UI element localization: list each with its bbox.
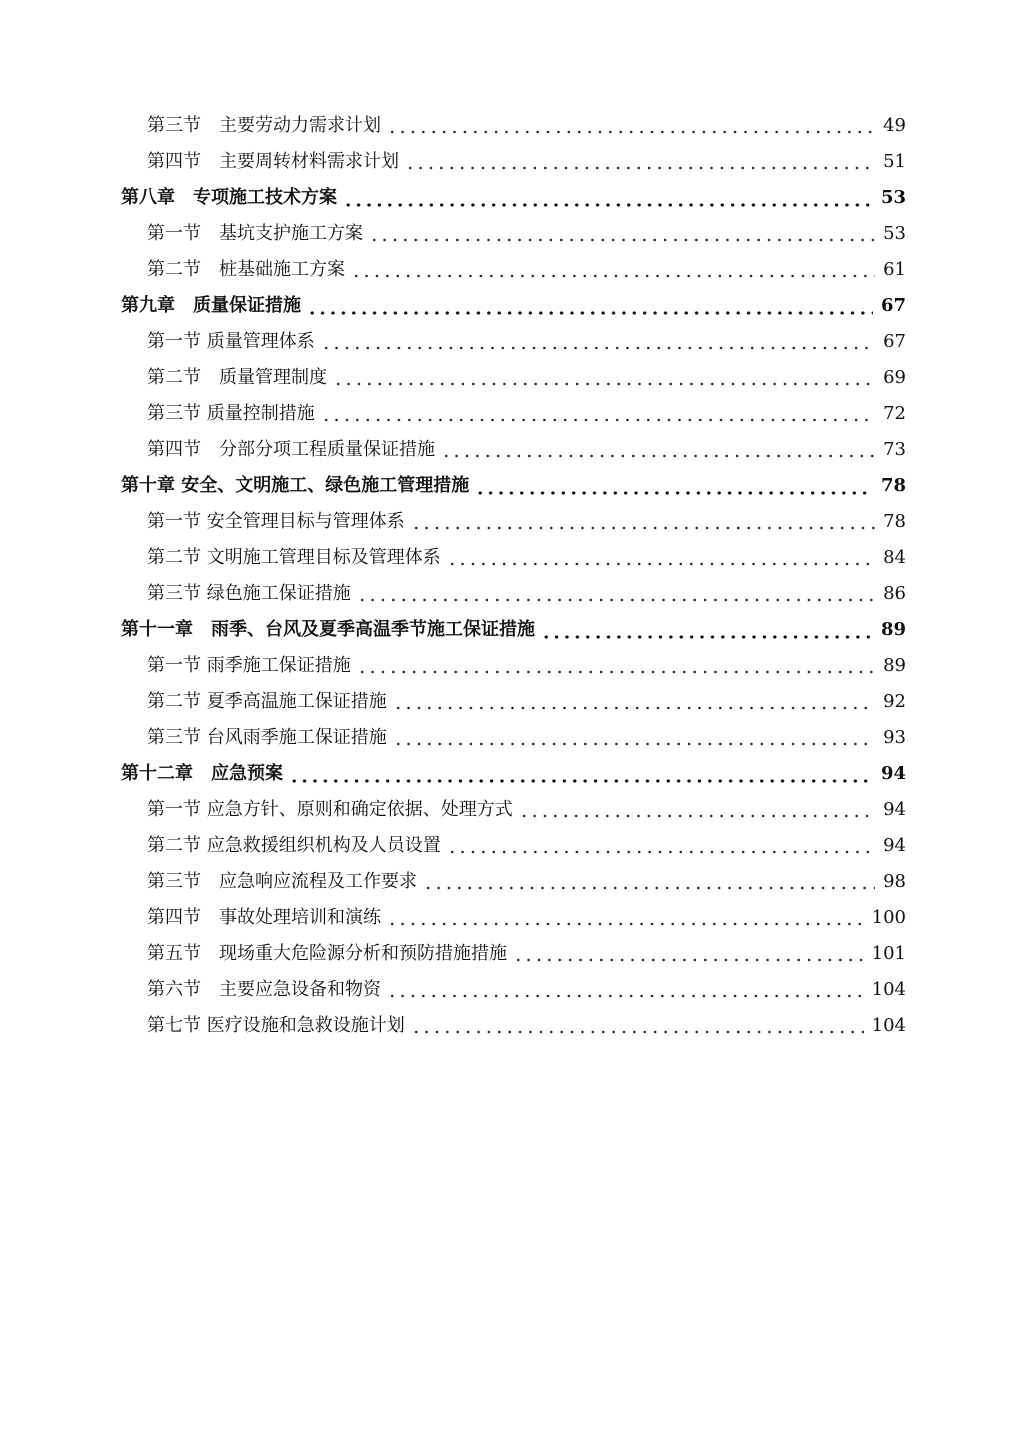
toc-entry-section[interactable] bbox=[0, 648, 1012, 684]
toc-entry-page-number: 49 bbox=[883, 115, 906, 136]
toc-entry-page-number: 89 bbox=[883, 655, 906, 676]
toc-entry-title: 第三节 质量控制措施 bbox=[147, 403, 315, 424]
toc-entry-section[interactable] bbox=[0, 144, 1012, 180]
toc-entry-section[interactable] bbox=[0, 396, 1012, 432]
toc-entry-section[interactable] bbox=[0, 504, 1012, 540]
toc-entry-page-number: 72 bbox=[883, 403, 906, 424]
toc-entry-section[interactable] bbox=[0, 540, 1012, 576]
dot-leader bbox=[369, 216, 875, 252]
toc-entry-section[interactable] bbox=[0, 684, 1012, 720]
dot-leader bbox=[333, 360, 875, 396]
dot-leader bbox=[447, 540, 875, 576]
dot-leader bbox=[393, 684, 875, 720]
dot-leader bbox=[351, 252, 875, 288]
toc-entry-page-number: 51 bbox=[883, 151, 906, 172]
toc-entry-title: 第二节 夏季高温施工保证措施 bbox=[147, 691, 387, 712]
toc-entry-section[interactable] bbox=[0, 1008, 1012, 1044]
toc-entry-title: 第四节 事故处理培训和演练 bbox=[147, 907, 381, 928]
dot-leader bbox=[321, 396, 875, 432]
toc-entry-page-number: 61 bbox=[883, 259, 906, 280]
toc-entry-chapter[interactable] bbox=[0, 180, 1012, 216]
dot-leader bbox=[513, 936, 864, 972]
toc-entry-page-number: 92 bbox=[883, 691, 906, 712]
toc-entry-page-number: 94 bbox=[883, 799, 906, 820]
toc-entry-title: 第三节 主要劳动力需求计划 bbox=[147, 115, 381, 136]
toc-entry-page-number: 93 bbox=[883, 727, 906, 748]
dot-leader bbox=[393, 720, 875, 756]
toc-entry-page-number: 67 bbox=[883, 331, 906, 352]
toc-entry-page-number: 104 bbox=[871, 1015, 906, 1036]
toc-entry-title: 第四节 分部分项工程质量保证措施 bbox=[147, 439, 435, 460]
toc-entry-title: 第一节 基坑支护施工方案 bbox=[147, 223, 363, 244]
dot-leader bbox=[357, 576, 875, 612]
dot-leader bbox=[441, 432, 875, 468]
toc-entry-section[interactable] bbox=[0, 792, 1012, 828]
toc-entry-title: 第四节 主要周转材料需求计划 bbox=[147, 151, 399, 172]
toc-entry-page-number: 104 bbox=[871, 979, 906, 1000]
toc-entry-title: 第二节 应急救援组织机构及人员设置 bbox=[147, 835, 441, 856]
toc-entry-title: 第九章 质量保证措施 bbox=[121, 295, 301, 316]
toc-entry-section[interactable] bbox=[0, 108, 1012, 144]
toc-entry-page-number: 69 bbox=[883, 367, 906, 388]
toc-entry-section[interactable] bbox=[0, 216, 1012, 252]
toc-entry-title: 第一节 应急方针、原则和确定依据、处理方式 bbox=[147, 799, 513, 820]
toc-entry-chapter[interactable] bbox=[0, 756, 1012, 792]
toc-entry-page-number: 101 bbox=[871, 943, 906, 964]
dot-leader bbox=[475, 468, 873, 504]
dot-leader bbox=[423, 864, 875, 900]
toc-entry-section[interactable] bbox=[0, 864, 1012, 900]
toc-entry-section[interactable] bbox=[0, 828, 1012, 864]
toc-entry-page-number: 78 bbox=[880, 475, 906, 496]
dot-leader bbox=[307, 288, 873, 324]
toc-entry-title: 第二节 质量管理制度 bbox=[147, 367, 327, 388]
toc-entry-section[interactable] bbox=[0, 324, 1012, 360]
table-of-contents bbox=[0, 108, 1012, 1044]
dot-leader bbox=[411, 1008, 864, 1044]
dot-leader bbox=[343, 180, 873, 216]
dot-leader bbox=[357, 648, 875, 684]
toc-entry-section[interactable] bbox=[0, 972, 1012, 1008]
toc-entry-title: 第七节 医疗设施和急救设施计划 bbox=[147, 1015, 405, 1036]
toc-entry-section[interactable] bbox=[0, 360, 1012, 396]
toc-entry-chapter[interactable] bbox=[0, 288, 1012, 324]
toc-entry-title: 第十二章 应急预案 bbox=[121, 763, 283, 784]
toc-entry-title: 第三节 应急响应流程及工作要求 bbox=[147, 871, 417, 892]
toc-entry-title: 第一节 安全管理目标与管理体系 bbox=[147, 511, 405, 532]
toc-entry-title: 第三节 绿色施工保证措施 bbox=[147, 583, 351, 604]
toc-entry-chapter[interactable] bbox=[0, 612, 1012, 648]
toc-entry-page-number: 94 bbox=[880, 763, 906, 784]
dot-leader bbox=[447, 828, 875, 864]
toc-entry-section[interactable] bbox=[0, 900, 1012, 936]
dot-leader bbox=[541, 612, 873, 648]
toc-entry-title: 第六节 主要应急设备和物资 bbox=[147, 979, 381, 1000]
dot-leader bbox=[387, 972, 864, 1008]
toc-entry-page-number: 67 bbox=[880, 295, 906, 316]
toc-entry-title: 第十章 安全、文明施工、绿色施工管理措施 bbox=[121, 475, 470, 496]
toc-entry-page-number: 94 bbox=[883, 835, 906, 856]
dot-leader bbox=[405, 144, 875, 180]
dot-leader bbox=[387, 108, 875, 144]
dot-leader bbox=[519, 792, 875, 828]
toc-entry-page-number: 86 bbox=[883, 583, 906, 604]
toc-entry-title: 第二节 桩基础施工方案 bbox=[147, 259, 345, 280]
toc-entry-chapter[interactable] bbox=[0, 468, 1012, 504]
toc-entry-section[interactable] bbox=[0, 576, 1012, 612]
toc-entry-title: 第一节 雨季施工保证措施 bbox=[147, 655, 351, 676]
toc-entry-page-number: 53 bbox=[880, 187, 906, 208]
dot-leader bbox=[387, 900, 864, 936]
toc-entry-page-number: 84 bbox=[883, 547, 906, 568]
toc-entry-section[interactable] bbox=[0, 432, 1012, 468]
toc-entry-page-number: 98 bbox=[883, 871, 906, 892]
toc-entry-page-number: 53 bbox=[883, 223, 906, 244]
toc-entry-title: 第二节 文明施工管理目标及管理体系 bbox=[147, 547, 441, 568]
toc-entry-section[interactable] bbox=[0, 252, 1012, 288]
toc-entry-title: 第一节 质量管理体系 bbox=[147, 331, 315, 352]
toc-entry-page-number: 73 bbox=[883, 439, 906, 460]
toc-entry-page-number: 89 bbox=[880, 619, 906, 640]
toc-entry-title: 第五节 现场重大危险源分析和预防措施措施 bbox=[147, 943, 507, 964]
toc-entry-section[interactable] bbox=[0, 720, 1012, 756]
dot-leader bbox=[411, 504, 875, 540]
toc-entry-title: 第三节 台风雨季施工保证措施 bbox=[147, 727, 387, 748]
toc-entry-section[interactable] bbox=[0, 936, 1012, 972]
dot-leader bbox=[321, 324, 875, 360]
toc-entry-page-number: 100 bbox=[871, 907, 906, 928]
toc-entry-title: 第八章 专项施工技术方案 bbox=[121, 187, 337, 208]
dot-leader bbox=[289, 756, 873, 792]
toc-entry-page-number: 78 bbox=[883, 511, 906, 532]
toc-entry-title: 第十一章 雨季、台风及夏季高温季节施工保证措施 bbox=[121, 619, 535, 640]
